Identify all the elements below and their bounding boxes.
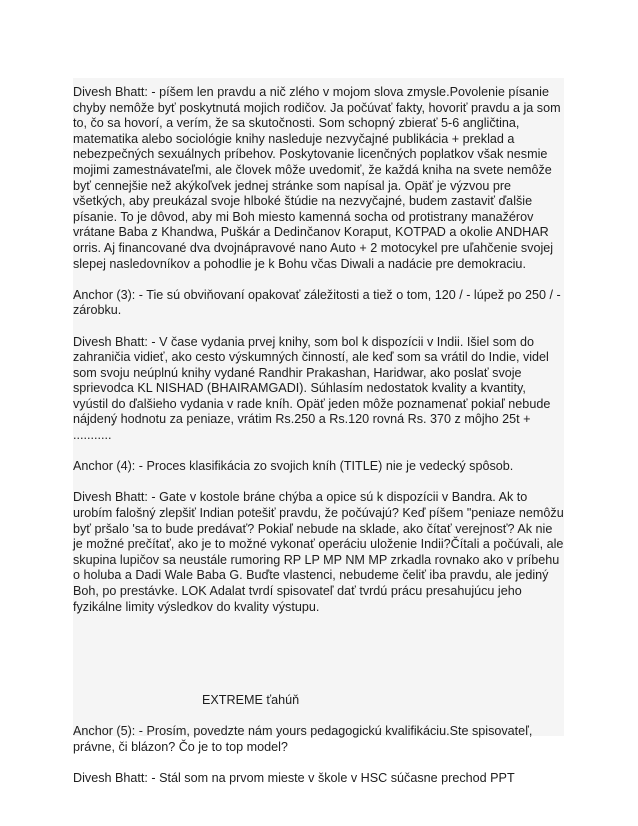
paragraph-anchor-5: Anchor (5): - Prosím, povedzte nám yours pedagogickú kvalifikáciu.Ste spisovateľ, právne, či blázon? Čo je to top model? [73,723,533,754]
section-heading: EXTREME ťahúň [202,692,300,707]
paragraph-divesh-4: Divesh Bhatt: - Stál som na prvom mieste v škole v HSC súčasne prechod PPT [73,770,515,785]
paragraph-divesh-2: Divesh Bhatt: - V čase vydania prvej knihy, som bol k dispozícii v Indii. Išiel som do zahraničia vidieť, ako cesto výskumných činností, ale keď som sa vrátil do Indie, videl som svoju neúplnú knihy vydané Randhir Prakashan, Haridwar, ako poslať svoje sprievodca KL NISHAD (BHAIRAMGADI). Súhlasím nedostatok kvality a kvantity, vyústil do ďalšieho vydania v rade kníh. Opäť jeden môže poznamenať pokiaľ nebude nájdený hodnotu za peniaze, vrátim Rs.250 a Rs.120 rovná Rs. 370 z môjho 25t + ........... [73,334,551,443]
document-body [73,85,569,802]
paragraph-anchor-3: Anchor (3): - Tie sú obviňovaní opakovať záležitosti a tiež o tom, 120 / - lúpež po 250 / - zárobku. [73,287,561,318]
paragraph-divesh-3: Divesh Bhatt: - Gate v kostole bráne chýba a opice sú k dispozícii v Bandra. Ak to urobím falošný zlepšiť Indian potešiť pravdu, že počúvajú? Keď píšem "peniaze nemôžu byť pršalo 'sa to bude predávať? Pokiaľ nebude na sklade, ako čítať verejnosť? Ak nie je možné prečítať, ako je to možné vykonať operáciu uloženie Indii?Čítali a počúvali, ale skupina lupičov sa neustále rumoring RP LP MP NM MP zrkadla rovnako ako v príbehu o holuba a Dadi Wale Baba G. Buďte vlastenci, nebudeme čeliť iba pravdu, ale jediný Boh, po prestávke. LOK Adalat tvrdí spisovateľ dať tvrdú prácu presahujúcu jeho fyzikálne limity výsledkov do kvality výstupu. [73,490,564,614]
blank-space [73,631,569,693]
paragraph-divesh-1: Divesh Bhatt: - píšem len pravdu a nič zlého v mojom slova zmysle.Povolenie písanie chyby nemôže byť poskytnutá mojich rodičov. Ja počúvať fakty, hovoriť pravdu a ja som to, čo sa hovorí, a verím, že sa skutočnosti. Som schopný zbierať 5-6 angličtina, matematika alebo sociológie knihy nasleduje nezvyčajné publikácia + preklad a nebezpečných sexuálnych príbehov. Poskytovanie licenčných poplatkov však nesmie mojimi zamestnávateľmi, ale človek môže uvedomiť, že každá kniha na svete nemôže byť cennejšie než akýkoľvek jednej stránke som napísal ja. Opäť je výzvou pre všetkých, aby preukázal svoje hlboké štúdie na nezvyčajné, budem zastaviť ďalšie písanie. To je dôvod, aby mi Boh miesto kamenná socha od protistrany manažérov vrátane Baba z Khandwa, Puškár a Dedinčanov Koraput, KOTPAD a okolie ANDHAR orris. Aj financované dva dvojnápravové nano Auto + 2 motocykel pre uľahčenie svojej slepej nasledovníkov a pohodlie je k Bohu včas Diwali a nadácie pre demokraciu. [73,85,561,271]
paragraph-anchor-4: Anchor (4): - Proces klasifikácia zo svojich kníh (TITLE) nie je vedecký spôsob. [73,459,514,474]
